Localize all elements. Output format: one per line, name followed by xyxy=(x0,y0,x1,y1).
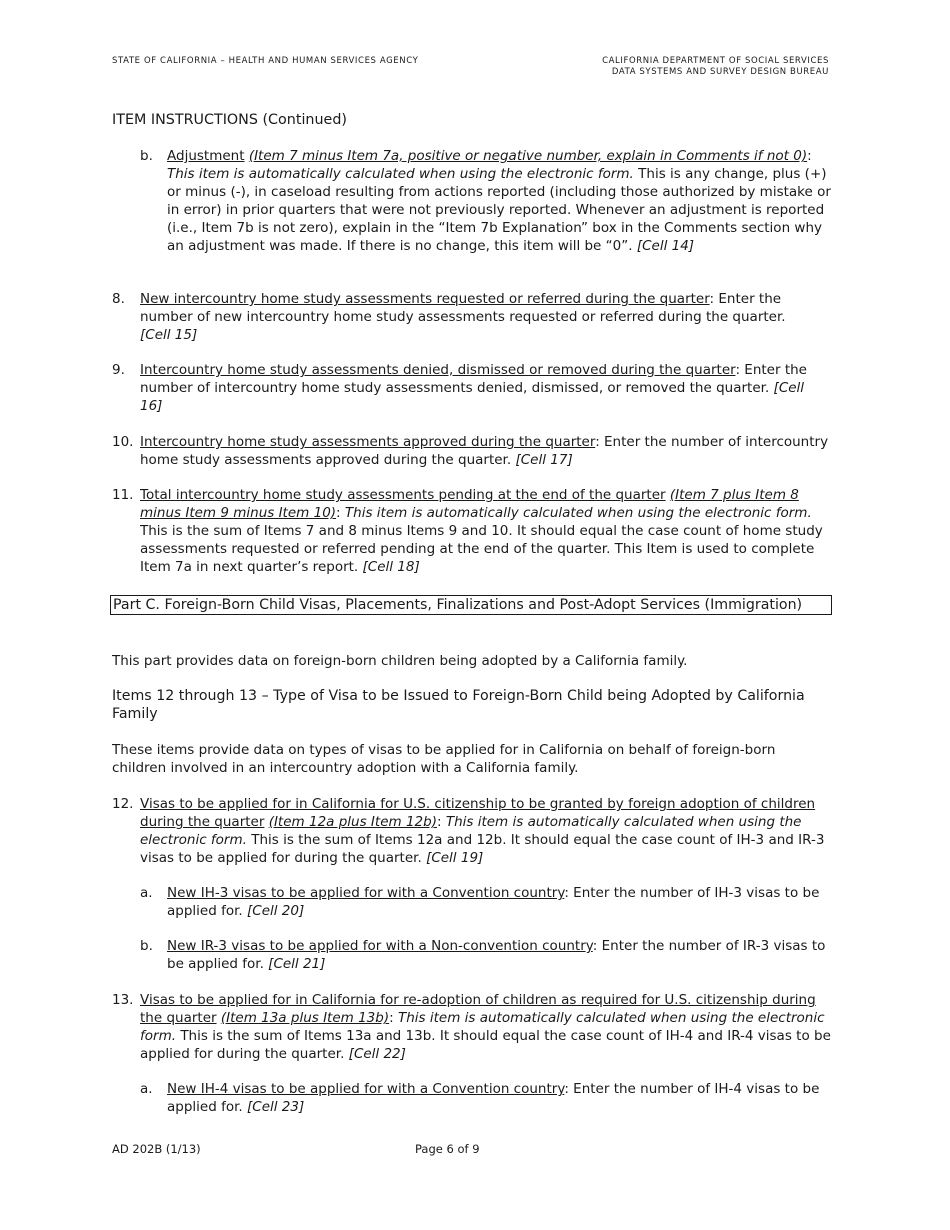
header-department-line1: CALIFORNIA DEPARTMENT OF SOCIAL SERVICES xyxy=(602,56,829,66)
header-agency: STATE OF CALIFORNIA – HEALTH AND HUMAN SERVICES AGENCY xyxy=(112,56,419,66)
item-13a xyxy=(167,1080,837,1116)
item-9-marker: 9. xyxy=(112,362,125,378)
item-13-cell: [Cell 22] xyxy=(348,1046,406,1062)
item-11-auto-note: This item is automatically calculated when using the electronic form. xyxy=(344,505,812,521)
item-13a-body: : Enter the number of IH-4 visas to be applied for. xyxy=(167,1081,820,1115)
item-7b-auto-note: This item is automatically calculated when using the electronic form. xyxy=(167,166,634,182)
item-7b-formula: (Item 7 minus Item 7a, positive or negative number, explain in Comments if not 0) xyxy=(248,148,808,164)
item-10 xyxy=(140,433,840,469)
item-9-body: : Enter the number of intercountry home study assessments denied, dismissed, or removed the quarter. xyxy=(140,362,807,396)
item-10-marker: 10. xyxy=(112,434,134,450)
item-11-colon: : xyxy=(336,505,341,521)
item-13-colon: : xyxy=(389,1010,394,1026)
item-7b-colon: : xyxy=(807,148,812,164)
item-12b-body: : Enter the number of IR-3 visas to be applied for. xyxy=(167,938,826,972)
item-12b xyxy=(167,937,832,973)
item-12-marker: 12. xyxy=(112,796,134,812)
item-11-formula: (Item 7 plus Item 8 minus Item 9 minus Item 10) xyxy=(140,487,799,521)
item-11-cell: [Cell 18] xyxy=(362,559,420,575)
item-13a-title: New IH-4 visas to be applied for with a Convention country xyxy=(167,1081,565,1097)
item-7b-body: This is any change, plus (+) or minus (-), in caseload resulting from actions reported (including those authorized by mistake or in error) in prior quarters that were not previously reported. Whenever an adjustment is reported (i.e., Item 7b is not zero), explain in the “Item 7b Explanation” box in the Comments section why an adjustment was made. If there is no change, this item will be “0”. xyxy=(167,166,831,254)
item-12-body: This is the sum of Items 12a and 12b. It should equal the case count of IH-3 and IR-3 visas to be applied for during the quarter. xyxy=(140,832,825,866)
item-7b-cell: [Cell 14] xyxy=(636,238,695,254)
item-10-cell: [Cell 17] xyxy=(515,452,573,468)
part-c-title: Part C. Foreign-Born Child Visas, Placements, Finalizations and Post-Adopt Services (Immigration) xyxy=(113,597,803,613)
item-8-cell: [Cell 15] xyxy=(140,327,198,343)
part-c-heading-box xyxy=(110,595,832,615)
header-department xyxy=(602,56,829,78)
item-12 xyxy=(140,795,840,867)
item-12-title: Visas to be applied for in California for U.S. citizenship to be granted by foreign adoption of children during the quarter xyxy=(140,796,816,830)
item-8-title: New intercountry home study assessments requested or referred during the quarter xyxy=(140,291,710,307)
item-10-body: : Enter the number of intercountry home study assessments approved during the quarter. xyxy=(140,434,829,468)
item-8-body: : Enter the number of new intercountry home study assessments requested or referred during the quarter. xyxy=(140,291,786,325)
item-11 xyxy=(140,486,830,576)
item-13-auto-note: This item is automatically calculated when using the electronic form. xyxy=(140,1010,825,1044)
footer-form-number: AD 202B (1/13) xyxy=(112,1142,201,1156)
item-13-formula: (Item 13a plus Item 13b) xyxy=(220,1010,390,1026)
part-c-subheading: Items 12 through 13 – Type of Visa to be Issued to Foreign-Born Child being Adopted by California Family xyxy=(112,688,805,722)
item-12a-marker: a. xyxy=(140,885,153,901)
item-12b-cell: [Cell 21] xyxy=(268,956,326,972)
item-12-formula: (Item 12a plus Item 12b) xyxy=(268,814,437,830)
item-13-marker: 13. xyxy=(112,992,134,1008)
item-12b-marker: b. xyxy=(140,938,153,954)
item-12-colon: : xyxy=(436,814,442,830)
footer-page-number: Page 6 of 9 xyxy=(415,1142,480,1156)
item-12a xyxy=(167,884,837,920)
item-11-marker: 11. xyxy=(112,487,134,503)
part-c-subintro: These items provide data on types of visas to be applied for in California on behalf of foreign-born children involved in an intercountry adoption with a California family. xyxy=(112,742,776,776)
item-13 xyxy=(140,991,840,1063)
item-12-cell: [Cell 19] xyxy=(426,850,484,866)
item-11-title: Total intercountry home study assessments pending at the end of the quarter xyxy=(140,487,666,503)
item-12a-title: New IH-3 visas to be applied for with a Convention country xyxy=(167,885,565,901)
item-12a-body: : Enter the number of IH-3 visas to be applied for. xyxy=(167,885,820,919)
part-c-intro: This part provides data on foreign-born children being adopted by a California family. xyxy=(112,653,688,669)
item-12a-cell: [Cell 20] xyxy=(247,903,305,919)
item-7b-title: Adjustment xyxy=(167,148,245,164)
item-8-marker: 8. xyxy=(112,291,125,307)
item-10-title: Intercountry home study assessments approved during the quarter xyxy=(140,434,596,450)
item-8 xyxy=(140,290,800,344)
item-12b-title: New IR-3 visas to be applied for with a Non-convention country xyxy=(167,938,593,954)
item-9 xyxy=(140,361,830,415)
item-7b-marker: b. xyxy=(140,148,153,164)
item-9-title: Intercountry home study assessments denied, dismissed or removed during the quarter xyxy=(140,362,736,378)
item-9-cell: [Cell 16] xyxy=(140,380,805,414)
item-13-body: This is the sum of Items 13a and 13b. It should equal the case count of IH-4 and IR-4 visas to be applied for during the quarter. xyxy=(140,1028,831,1062)
item-13a-cell: [Cell 23] xyxy=(247,1099,305,1115)
item-13a-marker: a. xyxy=(140,1081,153,1097)
item-12-auto-note: This item is automatically calculated when using the electronic form. xyxy=(140,814,802,848)
section-title: ITEM INSTRUCTIONS (Continued) xyxy=(112,112,347,128)
item-11-body: This is the sum of Items 7 and 8 minus Items 9 and 10. It should equal the case count of home study assessments requested or referred pending at the end of the quarter. This Item is used to complete Item 7a in next quarter’s report. xyxy=(140,523,823,575)
item-7b xyxy=(167,147,837,255)
header-department-line2: DATA SYSTEMS AND SURVEY DESIGN BUREAU xyxy=(611,67,829,77)
item-13-title: Visas to be applied for in California for re-adoption of children as required for U.S. citizenship during the quarter xyxy=(140,992,816,1026)
